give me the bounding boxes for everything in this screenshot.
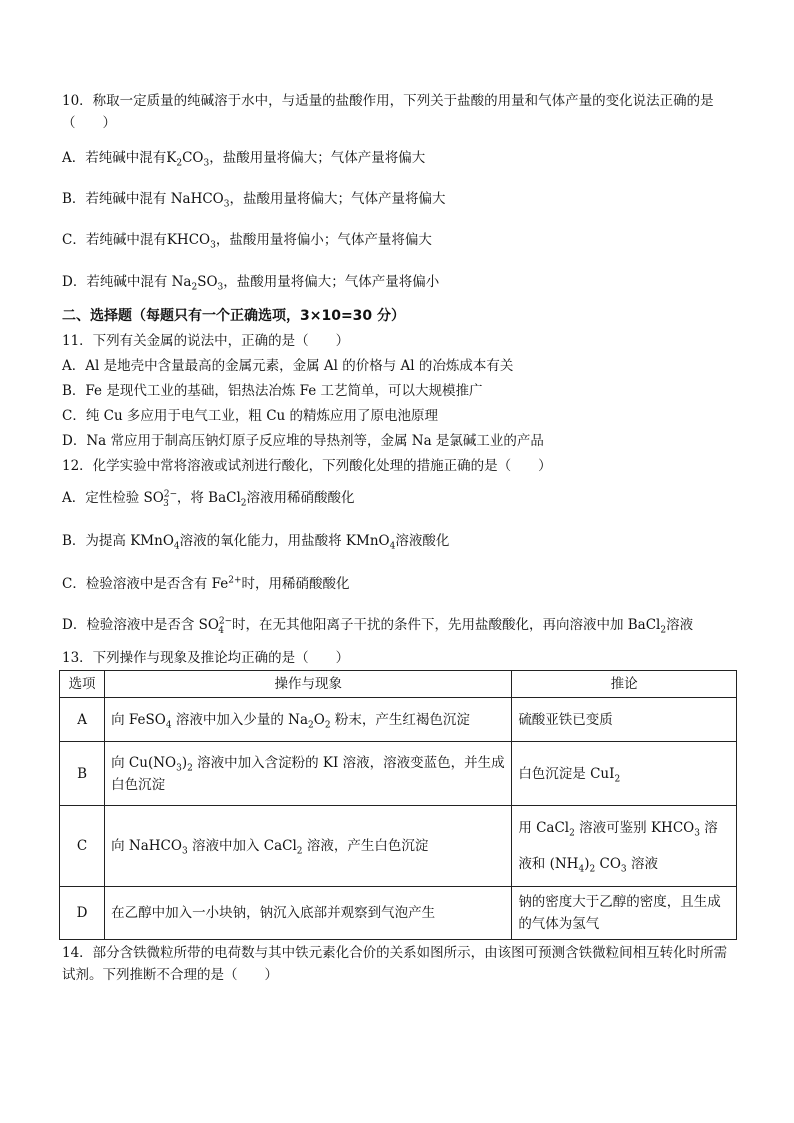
q10-option-c: C．若纯碱中混有$KHCO_3$，盐酸用量将偏小；气体产量将偏大 bbox=[62, 232, 432, 251]
q11-option-a: A．Al 是地壳中含量最高的金属元素，金属 Al 的价格与 Al 的冶炼成本有关 bbox=[62, 358, 514, 374]
table-row bbox=[60, 698, 737, 742]
table-row bbox=[60, 806, 737, 887]
row-operation: 向 NaHCO$_3$ 溶液中加入 CaCl$_2$ 溶液，产生白色沉淀 bbox=[105, 806, 512, 887]
header-operation: 操作与现象 bbox=[105, 671, 512, 698]
row-option-label: A bbox=[60, 698, 105, 742]
q12-option-a: A．定性检验 $SO^{2-}_3$ ，将 BaCl$_2$溶液用稀硝酸酸化 bbox=[62, 489, 355, 509]
header-inference: 推论 bbox=[512, 671, 737, 698]
q12-stem: 12．化学实验中常将溶液或试剂进行酸化，下列酸化处理的措施正确的是（ ） bbox=[62, 458, 552, 474]
q12-option-c: C．检验溶液中是否含有 $Fe^{2+}$时，用稀硝酸酸化 bbox=[62, 575, 350, 592]
row-inference: 白色沉淀是 CuI$_2$ bbox=[512, 742, 737, 806]
q10-option-d: D．若纯碱中混有 $Na_2SO_3$，盐酸用量将偏大；气体产量将偏小 bbox=[62, 274, 440, 293]
q12-option-b: B．为提高 KMnO$_4$溶液的氧化能力，用盐酸将 KMnO$_4$溶液酸化 bbox=[62, 533, 450, 552]
row-operation: 向 FeSO$_4$ 溶液中加入少量的 $Na_2O_2$ 粉末，产生红褐色沉淀 bbox=[105, 698, 512, 742]
section-heading: 二、选择题（每题只有一个正确选项，3×10=30 分） bbox=[62, 308, 406, 324]
q10-option-b: B．若纯碱中混有 NaHCO$_3$，盐酸用量将偏大；气体产量将偏大 bbox=[62, 191, 446, 210]
table-row bbox=[60, 742, 737, 806]
q13-stem: 13．下列操作与现象及推论均正确的是（ ） bbox=[62, 650, 350, 666]
row-option-label: D bbox=[60, 887, 105, 940]
q11-option-c: C．纯 Cu 多应用于电气工业，粗 Cu 的精炼应用了原电池原理 bbox=[62, 408, 439, 424]
table-row bbox=[60, 887, 737, 940]
q11-option-d: D．Na 常应用于制高压钠灯原子反应堆的导热剂等，金属 Na 是氯碱工业的产品 bbox=[62, 433, 544, 449]
row-option-label: C bbox=[60, 806, 105, 887]
table-header-row bbox=[60, 671, 737, 698]
row-option-label: B bbox=[60, 742, 105, 806]
row-operation: 向 $Cu(NO_3)_2$ 溶液中加入含淀粉的 KI 溶液，溶液变蓝色，并生成白色沉淀 bbox=[105, 742, 512, 806]
row-inference: 钠的密度大于乙醇的密度，且生成的气体为氢气 bbox=[512, 887, 737, 940]
row-operation: 在乙醇中加入一小块钠，钠沉入底部并观察到气泡产生 bbox=[105, 887, 512, 940]
q12-option-d: D．检验溶液中是否含 $SO^{2-}_4$ 时，在无其他阳离子干扰的条件下，先用盐酸酸化，再向溶液中加 BaCl$_2$溶液 bbox=[62, 616, 694, 636]
header-option: 选项 bbox=[60, 671, 105, 698]
q14-stem: 14．部分含铁微粒所带的电荷数与其中铁元素化合价的关系如图所示，由该图可预测含铁微粒间相互转化时所需试剂。下列推断不合理的是（ ） bbox=[62, 945, 728, 983]
q10-stem: 10．称取一定质量的纯碱溶于水中，与适量的盐酸作用，下列关于盐酸的用量和气体产量的变化说法正确的是 （ ） bbox=[62, 93, 714, 131]
q13-table bbox=[59, 670, 737, 940]
q10-option-a: A．若纯碱中混有$K_2CO_3$，盐酸用量将偏大；气体产量将偏大 bbox=[62, 150, 426, 169]
q11-option-b: B．Fe 是现代工业的基础，铝热法冶炼 Fe 工艺简单，可以大规模推广 bbox=[62, 383, 483, 399]
row-inference: 用 CaCl$_2$ 溶液可鉴别 $KHCO_3$ 溶液和 $(NH_4)_2$ $CO_3$ 溶液 bbox=[512, 806, 737, 887]
row-inference: 硫酸亚铁已变质 bbox=[512, 698, 737, 742]
q11-stem: 11．下列有关金属的说法中，正确的是（ ） bbox=[62, 333, 350, 349]
